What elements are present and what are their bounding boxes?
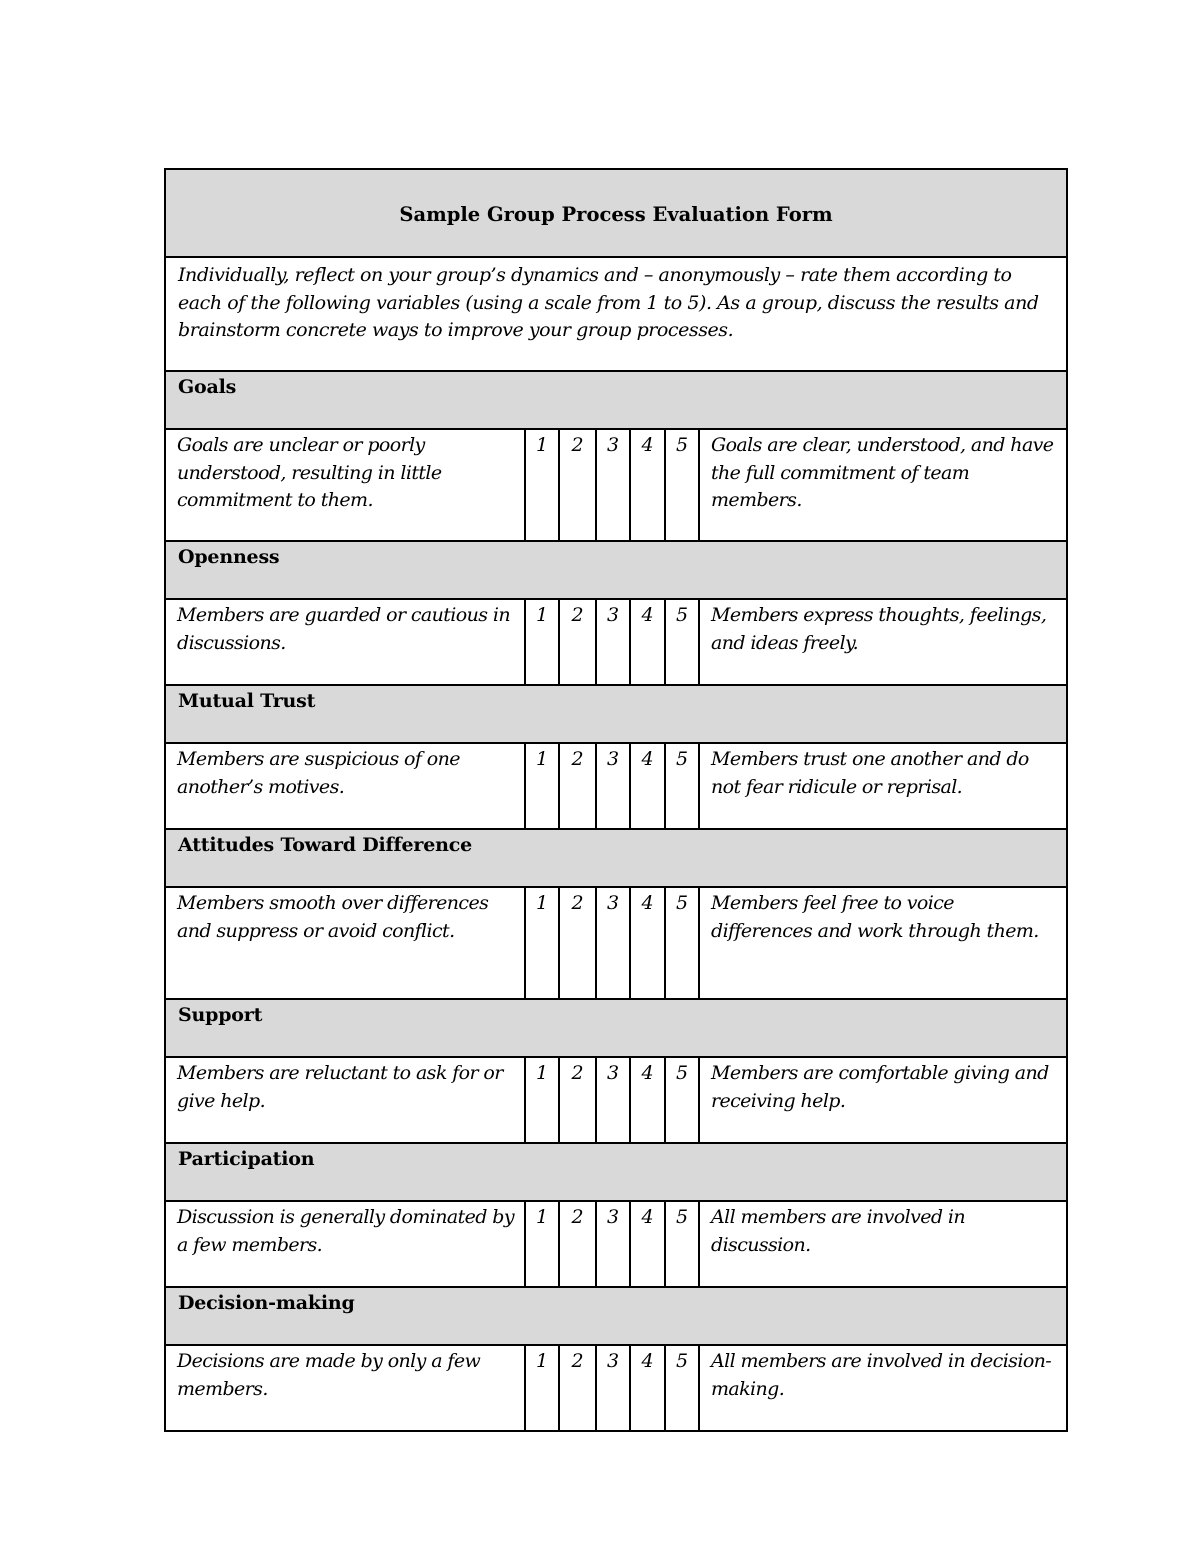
rating-option-5[interactable]: 5 [665, 1201, 699, 1287]
evaluation-form-table [164, 168, 1068, 1432]
rating-option-5[interactable]: 5 [665, 1057, 699, 1143]
rating-option-4[interactable]: 4 [630, 599, 665, 685]
rating-option-3[interactable]: 3 [596, 599, 630, 685]
rating-option-2[interactable]: 2 [559, 599, 596, 685]
high-descriptor: Members trust one another and do not fear ridicule or reprisal. [699, 743, 1067, 829]
rating-option-5[interactable]: 5 [665, 429, 699, 541]
high-descriptor: Members express thoughts, feelings, and ideas freely. [699, 599, 1067, 685]
rating-option-3[interactable]: 3 [596, 1057, 630, 1143]
form-instructions: Individually, reflect on your group’s dynamics and – anonymously – rate them according to each of the following variables (using a scale from 1 to 5). As a group, discuss the results and brainstorm concrete ways to improve your group processes. [165, 257, 1067, 371]
category-heading-attitudes-toward-difference: Attitudes Toward Difference [165, 829, 1067, 887]
rating-row-openness [165, 599, 1067, 685]
rating-option-3[interactable]: 3 [596, 1345, 630, 1431]
rating-option-3[interactable]: 3 [596, 1201, 630, 1287]
rating-option-2[interactable]: 2 [559, 743, 596, 829]
rating-option-5[interactable]: 5 [665, 1345, 699, 1431]
rating-option-3[interactable]: 3 [596, 743, 630, 829]
rating-row-participation [165, 1201, 1067, 1287]
low-descriptor: Discussion is generally dominated by a few members. [165, 1201, 525, 1287]
rating-option-3[interactable]: 3 [596, 887, 630, 999]
form-title: Sample Group Process Evaluation Form [165, 169, 1067, 257]
low-descriptor: Members are guarded or cautious in discussions. [165, 599, 525, 685]
rating-option-4[interactable]: 4 [630, 1057, 665, 1143]
rating-option-4[interactable]: 4 [630, 743, 665, 829]
rating-row-goals [165, 429, 1067, 541]
rating-option-1[interactable]: 1 [525, 1201, 559, 1287]
rating-row-support [165, 1057, 1067, 1143]
category-heading-participation: Participation [165, 1143, 1067, 1201]
rating-row-mutual-trust [165, 743, 1067, 829]
rating-option-1[interactable]: 1 [525, 1345, 559, 1431]
rating-option-1[interactable]: 1 [525, 743, 559, 829]
low-descriptor: Goals are unclear or poorly understood, resulting in little commitment to them. [165, 429, 525, 541]
category-heading-goals: Goals [165, 371, 1067, 429]
category-heading-mutual-trust: Mutual Trust [165, 685, 1067, 743]
high-descriptor: Members feel free to voice differences and work through them. [699, 887, 1067, 999]
rating-option-3[interactable]: 3 [596, 429, 630, 541]
rating-option-1[interactable]: 1 [525, 429, 559, 541]
category-heading-openness: Openness [165, 541, 1067, 599]
rating-option-4[interactable]: 4 [630, 887, 665, 999]
rating-option-2[interactable]: 2 [559, 429, 596, 541]
rating-option-2[interactable]: 2 [559, 1057, 596, 1143]
rating-option-4[interactable]: 4 [630, 429, 665, 541]
high-descriptor: All members are involved in discussion. [699, 1201, 1067, 1287]
rating-option-1[interactable]: 1 [525, 599, 559, 685]
rating-option-2[interactable]: 2 [559, 1201, 596, 1287]
high-descriptor: All members are involved in decision-making. [699, 1345, 1067, 1431]
rating-option-2[interactable]: 2 [559, 887, 596, 999]
low-descriptor: Members smooth over differences and suppress or avoid conflict. [165, 887, 525, 999]
high-descriptor: Goals are clear, understood, and have the full commitment of team members. [699, 429, 1067, 541]
rating-option-1[interactable]: 1 [525, 1057, 559, 1143]
rating-row-decision-making [165, 1345, 1067, 1431]
rating-option-4[interactable]: 4 [630, 1201, 665, 1287]
high-descriptor: Members are comfortable giving and receiving help. [699, 1057, 1067, 1143]
category-heading-decision-making: Decision-making [165, 1287, 1067, 1345]
low-descriptor: Decisions are made by only a few members. [165, 1345, 525, 1431]
rating-option-4[interactable]: 4 [630, 1345, 665, 1431]
rating-option-1[interactable]: 1 [525, 887, 559, 999]
rating-option-5[interactable]: 5 [665, 887, 699, 999]
rating-row-attitudes-toward-difference [165, 887, 1067, 999]
category-heading-support: Support [165, 999, 1067, 1057]
rating-option-5[interactable]: 5 [665, 743, 699, 829]
low-descriptor: Members are reluctant to ask for or give help. [165, 1057, 525, 1143]
low-descriptor: Members are suspicious of one another’s motives. [165, 743, 525, 829]
rating-option-2[interactable]: 2 [559, 1345, 596, 1431]
rating-option-5[interactable]: 5 [665, 599, 699, 685]
